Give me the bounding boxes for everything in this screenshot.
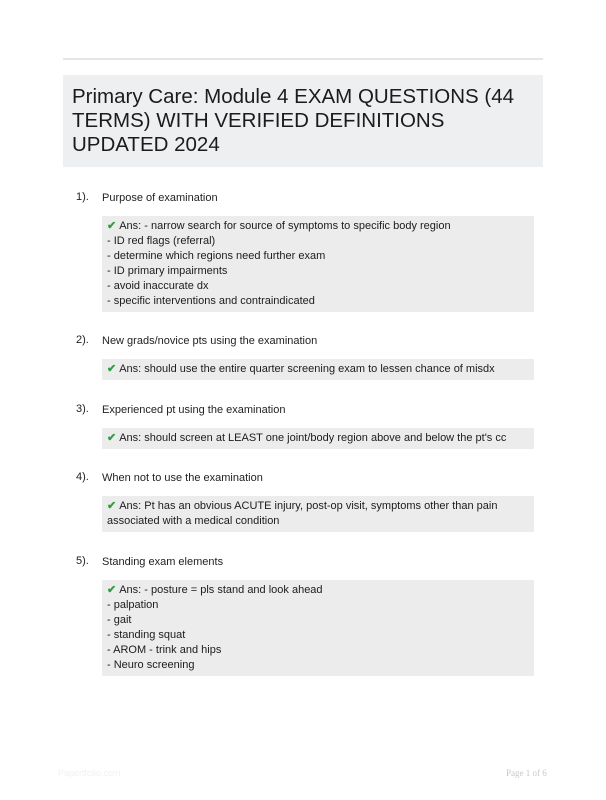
question-prompt: Experienced pt using the examination bbox=[102, 404, 286, 416]
answer-line: Ans: should screen at LEAST one joint/body region above and below the pt's cc bbox=[119, 432, 507, 444]
answer-line: - specific interventions and contraindicated bbox=[107, 295, 315, 307]
question-prompt: Purpose of examination bbox=[102, 192, 218, 204]
answer-line: associated with a medical condition bbox=[107, 515, 280, 527]
question-prompt: Standing exam elements bbox=[102, 556, 224, 568]
answer-line: Ans: - narrow search for source of symptoms to specific body region bbox=[119, 220, 451, 232]
question-number: 5). bbox=[76, 555, 89, 567]
answer-line: - gait bbox=[107, 614, 132, 626]
check-icon: ✔ bbox=[107, 500, 117, 512]
check-icon: ✔ bbox=[107, 432, 117, 444]
question-prompt: When not to use the examination bbox=[102, 472, 263, 484]
check-icon: ✔ bbox=[107, 220, 117, 232]
question-number: 4). bbox=[76, 471, 89, 483]
answer-line: - standing squat bbox=[107, 629, 186, 641]
title-banner bbox=[63, 75, 543, 167]
answer-box bbox=[102, 580, 534, 676]
answer-line: - ID primary impairments bbox=[107, 265, 228, 277]
answer-line: Ans: - posture = pls stand and look ahead bbox=[119, 584, 323, 596]
answer-box bbox=[102, 496, 534, 532]
page-number: Page 1 of 6 bbox=[506, 768, 547, 778]
answer-line: - palpation bbox=[107, 599, 159, 611]
answer-line: - avoid inaccurate dx bbox=[107, 280, 209, 292]
answer-box bbox=[102, 216, 534, 312]
top-divider bbox=[63, 58, 543, 60]
answer-line: - determine which regions need further exam bbox=[107, 250, 326, 262]
check-icon: ✔ bbox=[107, 584, 117, 596]
answer-box bbox=[102, 359, 534, 380]
answer-line: - ID red flags (referral) bbox=[107, 235, 216, 247]
answer-line: - Neuro screening bbox=[107, 659, 195, 671]
check-icon: ✔ bbox=[107, 363, 117, 375]
question-prompt: New grads/novice pts using the examination bbox=[102, 335, 318, 347]
answer-line: - AROM - trink and hips bbox=[107, 644, 222, 656]
answer-box bbox=[102, 428, 534, 449]
question-number: 1). bbox=[76, 191, 89, 203]
answer-line: Ans: Pt has an obvious ACUTE injury, post-op visit, symptoms other than pain bbox=[119, 500, 498, 512]
page-title: Primary Care: Module 4 EXAM QUESTIONS (44 TERMS) WITH VERIFIED DEFINITIONS UPDATED 2024 bbox=[72, 85, 515, 156]
footer-watermark: Papertfolio.com bbox=[58, 768, 121, 778]
answer-line: Ans: should use the entire quarter screening exam to lessen chance of misdx bbox=[119, 363, 495, 375]
question-number: 3). bbox=[76, 403, 89, 415]
question-number: 2). bbox=[76, 334, 89, 346]
